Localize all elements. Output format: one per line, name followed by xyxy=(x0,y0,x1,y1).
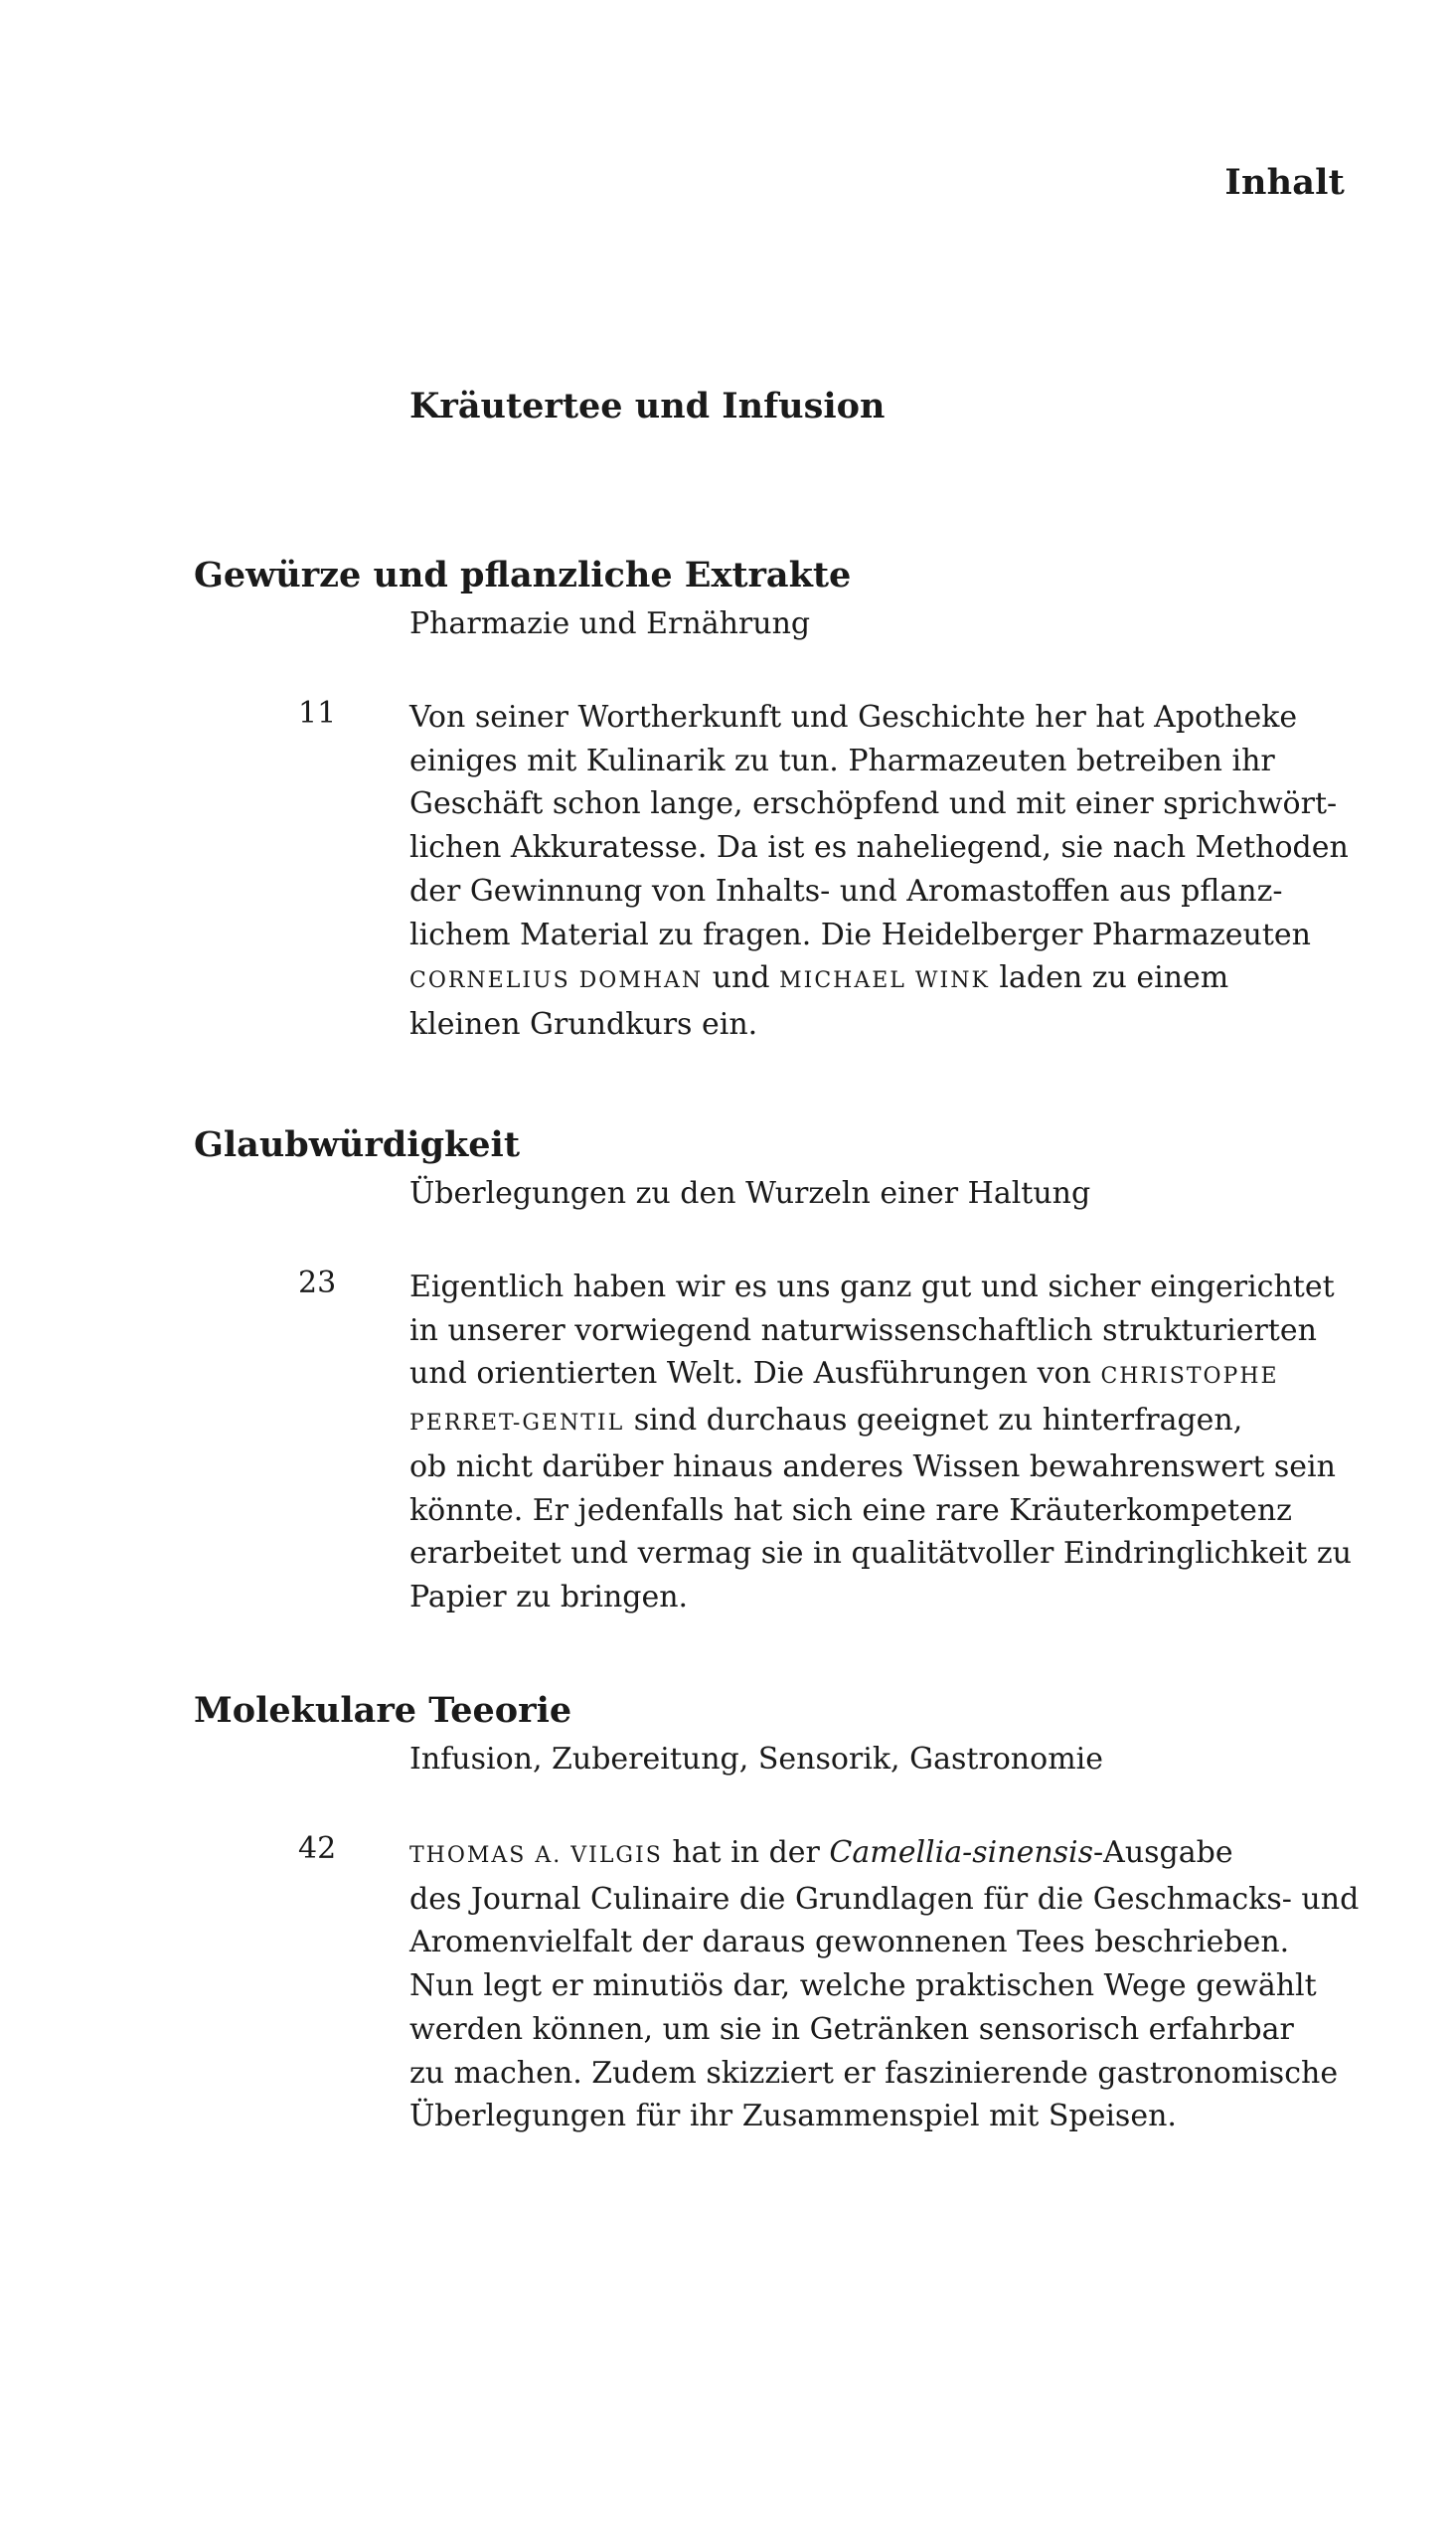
summary-line: Nun legt er minutiös dar, welche praktischen Wege gewählt xyxy=(409,1968,1317,2004)
article-subtitle: Pharmazie und Ernährung xyxy=(409,606,811,641)
summary-line: Geschäft schon lange, erschöpfend und mit einer sprichwört- xyxy=(409,786,1338,822)
summary-line: Von seiner Wortherkunft und Geschichte her hat Apotheke xyxy=(409,700,1298,735)
article-title[interactable]: Gewürze und pflanzliche Extrakte xyxy=(194,555,852,595)
page-heading: Inhalt xyxy=(1224,162,1345,203)
summary-line: Papier zu bringen. xyxy=(409,1579,689,1614)
summary-line: lichen Akkuratesse. Da ist es naheliegend, sie nach Methoden xyxy=(409,830,1349,866)
summary-line: Überlegungen für ihr Zusammenspiel mit Speisen. xyxy=(409,2099,1177,2134)
summary-text: laden zu einem xyxy=(989,960,1229,996)
author-name: CHRISTOPHE xyxy=(1100,1364,1279,1390)
article-summary xyxy=(409,1831,1360,2138)
page-number[interactable]: 42 xyxy=(298,1831,337,1866)
summary-line xyxy=(409,1352,1284,1399)
summary-line: ob nicht darüber hinaus anderes Wissen bewahrenswert sein xyxy=(409,1448,1336,1484)
author-name: THOMAS A. VILGIS xyxy=(409,1843,663,1868)
summary-line: lichem Material zu fragen. Die Heidelberger Pharmazeuten xyxy=(409,917,1311,952)
summary-text: und orientierten Welt. Die Ausführungen von xyxy=(409,1356,1101,1392)
author-name: MICHAEL WINK xyxy=(779,968,990,994)
author-name: CORNELIUS DOMHAN xyxy=(409,968,704,994)
summary-line: zu machen. Zudem skizziert er faszinierende gastronomische xyxy=(409,2055,1339,2091)
summary-text: sind durchaus geeignet zu hinterfragen, xyxy=(624,1403,1243,1439)
page-number[interactable]: 23 xyxy=(298,1266,337,1300)
summary-text: -Ausgabe xyxy=(1093,1835,1233,1870)
summary-line: erarbeitet und vermag sie in qualitätvoller Eindringlichkeit zu xyxy=(409,1536,1352,1572)
article-subtitle: Überlegungen zu den Wurzeln einer Haltung xyxy=(409,1176,1091,1211)
summary-line xyxy=(409,956,1284,1003)
article-summary xyxy=(409,696,1349,1047)
summary-line: werden können, um sie in Getränken sensorisch erfahrbar xyxy=(409,2011,1294,2047)
summary-line xyxy=(409,1399,1284,1445)
article-summary xyxy=(409,1266,1352,1619)
summary-line: Eigentlich haben wir es uns ganz gut und sicher eingerichtet xyxy=(409,1270,1335,1304)
page-number[interactable]: 11 xyxy=(298,696,337,731)
summary-line: kleinen Grundkurs ein. xyxy=(409,1006,758,1042)
summary-text: und xyxy=(703,960,780,996)
summary-line: könnte. Er jedenfalls hat sich eine rare Kräuterkompetenz xyxy=(409,1492,1292,1528)
summary-line: in unserer vorwiegend naturwissenschaftlich strukturierten xyxy=(409,1312,1317,1348)
article-title[interactable]: Molekulare Teeorie xyxy=(194,1690,572,1731)
summary-line: einiges mit Kulinarik zu tun. Pharmazeuten betreiben ihr xyxy=(409,743,1275,778)
summary-line: Aromenvielfalt der daraus gewonnenen Tees beschrieben. xyxy=(409,1925,1290,1960)
summary-text: hat in der xyxy=(662,1835,830,1870)
issue-theme-title: Kräutertee und Infusion xyxy=(409,386,886,426)
species-name: Camellia-sinensis xyxy=(829,1835,1094,1870)
article-title[interactable]: Glaubwürdigkeit xyxy=(194,1124,521,1165)
summary-line: des Journal Culinaire die Grundlagen für die Geschmacks- und xyxy=(409,1881,1360,1917)
summary-line xyxy=(409,1831,1284,1878)
article-subtitle: Infusion, Zubereitung, Sensorik, Gastronomie xyxy=(409,1742,1103,1777)
author-name: PERRET-GENTIL xyxy=(409,1411,625,1437)
summary-line: der Gewinnung von Inhalts- und Aromastoffen aus pflanz- xyxy=(409,873,1283,909)
